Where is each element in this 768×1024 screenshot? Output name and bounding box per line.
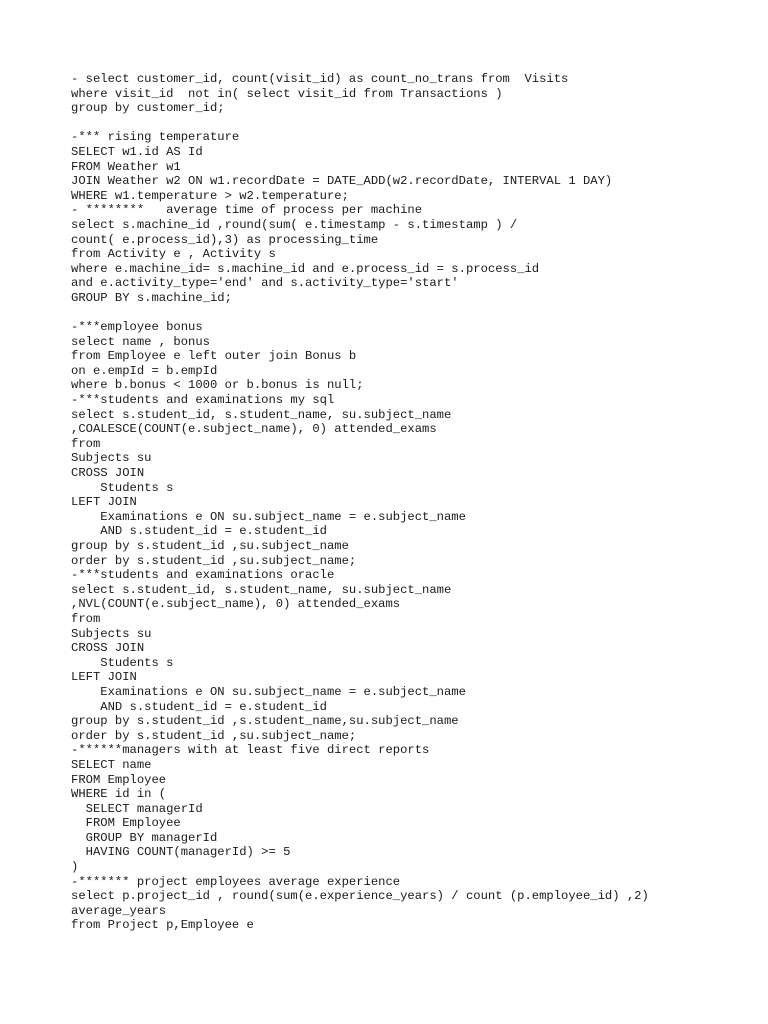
section-comment: -******managers with at least five direct reports <box>71 743 430 758</box>
code-line: group by customer_id; <box>71 101 225 116</box>
blank-line <box>71 116 761 131</box>
code-line: from <box>71 436 101 451</box>
section-comment: -***employee bonus <box>71 320 203 335</box>
code-line: from Activity e , Activity s <box>71 247 276 262</box>
code-line: GROUP BY managerId <box>71 830 218 845</box>
code-line: count( e.process_id),3) as processing_time <box>71 232 379 247</box>
code-line: order by s.student_id ,su.subject_name; <box>71 553 357 568</box>
code-line: FROM Weather w1 <box>71 159 181 174</box>
code-line: AND s.student_id = e.student_id <box>71 699 327 714</box>
code-line: select p.project_id , round(sum(e.experience_years) / count (p.employee_id) ,2) <box>71 889 649 904</box>
code-line: Subjects su <box>71 451 152 466</box>
code-line: FROM Employee <box>71 816 181 831</box>
code-line: LEFT JOIN <box>71 670 137 685</box>
code-line: where visit_id not in( select visit_id from Transactions ) <box>71 86 503 101</box>
code-line: group by s.student_id ,s.student_name,su.subject_name <box>71 714 459 729</box>
code-line: order by s.student_id ,su.subject_name; <box>71 728 357 743</box>
document-page <box>71 72 761 933</box>
code-line: SELECT name <box>71 757 152 772</box>
code-line: from Project p,Employee e <box>71 918 254 933</box>
code-line: where e.machine_id= s.machine_id and e.process_id = s.process_id <box>71 261 540 276</box>
code-line: JOIN Weather w2 ON w1.recordDate = DATE_ADD(w2.recordDate, INTERVAL 1 DAY) <box>71 174 613 189</box>
code-line: select s.student_id, s.student_name, su.subject_name <box>71 407 452 422</box>
code-line: Subjects su <box>71 626 152 641</box>
section-comment: - ******** average time of process per machine <box>71 203 423 218</box>
code-line: select s.student_id, s.student_name, su.subject_name <box>71 582 452 597</box>
code-line: Students s <box>71 480 174 495</box>
code-line: average_years <box>71 903 167 918</box>
code-line: - select customer_id, count(visit_id) as count_no_trans from Visits <box>71 72 569 86</box>
code-line: GROUP BY s.machine_id; <box>71 290 232 305</box>
code-line: group by s.student_id ,su.subject_name <box>71 539 349 553</box>
code-line: Students s <box>71 655 174 670</box>
code-line: AND s.student_id = e.student_id <box>71 524 327 539</box>
code-line: from Employee e left outer join Bonus b <box>71 349 357 364</box>
code-line: CROSS JOIN <box>71 466 145 481</box>
code-line: ) <box>71 860 79 875</box>
code-line: CROSS JOIN <box>71 641 145 656</box>
code-line: ,NVL(COUNT(e.subject_name), 0) attended_exams <box>71 597 401 612</box>
blank-line <box>71 306 761 321</box>
code-line: Examinations e ON su.subject_name = e.subject_name <box>71 509 466 524</box>
code-line: Examinations e ON su.subject_name = e.subject_name <box>71 684 466 699</box>
section-comment: -***students and examinations oracle <box>71 568 335 583</box>
code-line: ,COALESCE(COUNT(e.subject_name), 0) attended_exams <box>71 422 437 437</box>
code-line: from <box>71 611 101 626</box>
code-line: WHERE id in ( <box>71 787 167 802</box>
code-line: SELECT managerId <box>71 801 203 816</box>
code-line: LEFT JOIN <box>71 495 137 510</box>
section-comment: -*** rising temperature <box>71 130 240 145</box>
code-line: HAVING COUNT(managerId) >= 5 <box>71 845 291 860</box>
code-line: SELECT w1.id AS Id <box>71 144 203 159</box>
code-line: select name , bonus <box>71 334 210 349</box>
code-line: on e.empId = b.empId <box>71 363 218 378</box>
code-line: select s.machine_id ,round(sum( e.timestamp - s.timestamp ) / <box>71 217 518 232</box>
code-line: WHERE w1.temperature > w2.temperature; <box>71 188 349 203</box>
section-comment: -******* project employees average experience <box>71 874 401 889</box>
code-line: where b.bonus < 1000 or b.bonus is null; <box>71 378 364 393</box>
section-comment: -***students and examinations my sql <box>71 393 335 408</box>
code-line: FROM Employee <box>71 772 167 787</box>
code-line: and e.activity_type='end' and s.activity_type='start' <box>71 276 459 291</box>
